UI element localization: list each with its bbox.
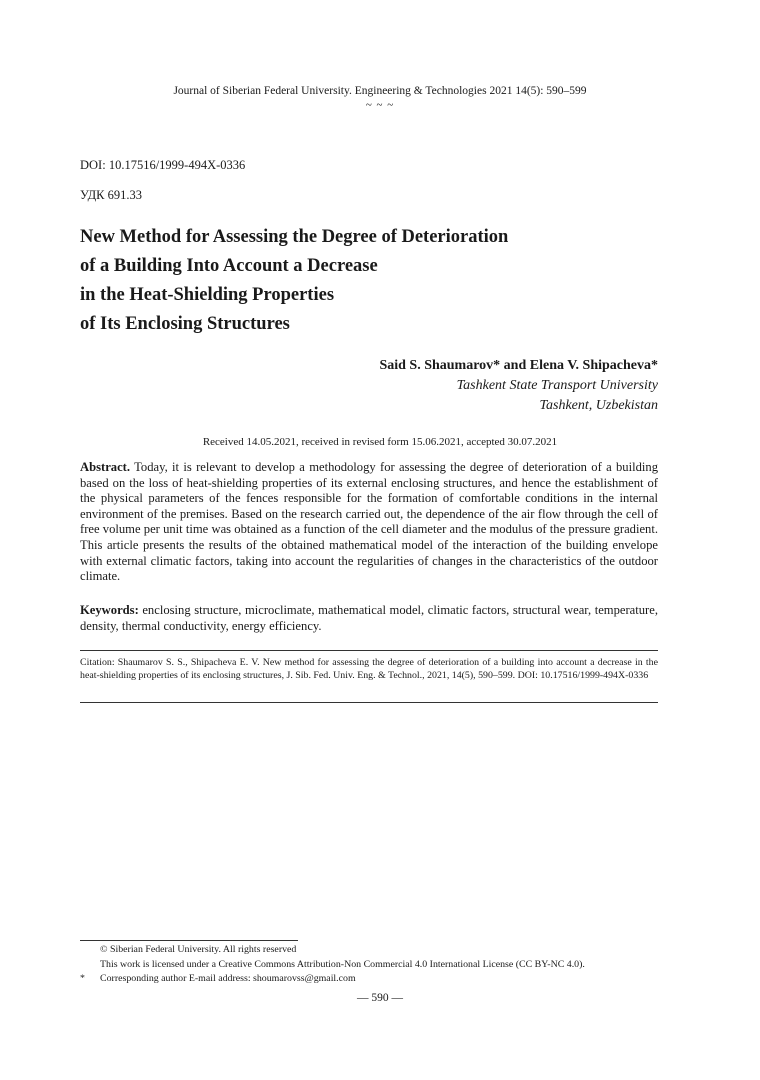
keywords-label: Keywords: [80, 603, 139, 617]
paper-title [80, 223, 680, 339]
title-line: in the Heat-Shielding Properties [80, 285, 335, 305]
abstract [80, 460, 658, 585]
corresponding-marker: * [80, 973, 85, 984]
footnote-corresponding [80, 972, 670, 987]
footnote-rule [80, 940, 298, 941]
title-line: of a Building Into Account a Decrease [80, 256, 378, 276]
abstract-label: Abstract. [80, 460, 131, 474]
affiliation [457, 376, 658, 416]
doi: DOI: 10.17516/1999-494X-0336 [80, 158, 246, 172]
affiliation-location: Tashkent, Uzbekistan [539, 398, 658, 413]
footnote-license [80, 958, 670, 973]
keywords [80, 603, 658, 634]
citation-top-rule [80, 650, 658, 651]
page-number: — 590 — [357, 992, 403, 1004]
title-line: of Its Enclosing Structures [80, 314, 290, 334]
footnotes [80, 943, 670, 987]
header-ornament: ~ ~ ~ [365, 99, 395, 111]
udc-code: УДК 691.33 [80, 188, 142, 202]
keywords-text: enclosing structure, microclimate, mathematical model, climatic factors, structural wear, temperature, density, thermal conductivity, energy efficiency. [80, 603, 658, 633]
footnote-copyright [80, 943, 670, 958]
affiliation-institution: Tashkent State Transport University [456, 378, 658, 393]
copyright-text: © Siberian Federal University. All rights reserved [100, 944, 297, 955]
received-dates: Received 14.05.2021, received in revised form 15.06.2021, accepted 30.07.2021 [202, 436, 558, 448]
citation: Citation: Shaumarov S. S., Shipacheva E. V. New method for assessing the degree of deterioration of a building into account a decrease in the heat-shielding properties of its enclosing structures, J. Sib. Fed. Univ. Eng. & Technol., 2021, 14(5), 590–599. DOI: 10.17516/1999-494X-0336 [80, 657, 658, 681]
title-line: New Method for Assessing the Degree of Deterioration [80, 227, 509, 247]
license-text: This work is licensed under a Creative Commons Attribution-Non Commercial 4.0 International License (CC BY-NC 4.0). [100, 958, 585, 970]
corresponding-text: Corresponding author E-mail address: shoumarovss@gmail.com [100, 973, 356, 984]
journal-header: Journal of Siberian Federal University. Engineering & Technologies 2021 14(5): 590–599 [173, 85, 587, 97]
authors: Said S. Shaumarov* and Elena V. Shipacheva* [379, 358, 658, 373]
citation-bottom-rule [80, 702, 658, 703]
abstract-text: Today, it is relevant to develop a methodology for assessing the degree of deterioration of a building based on the loss of heat-shielding properties of its external enclosing structures, and hence the establishment of the physical parameters of the fences responsible for the formation of comfortable conditions in the internal environment of the premises. Based on the research carried out, the dependence of the air flow through the cell of free volume per unit time was obtained as a function of the cell diameter and the modulus of the pressure gradient. This article presents the results of the obtained mathematical model of the interaction of the building envelope with external climatic factors, taking into account the regularities of changes in the characteristics of the outdoor climate. [80, 460, 658, 584]
